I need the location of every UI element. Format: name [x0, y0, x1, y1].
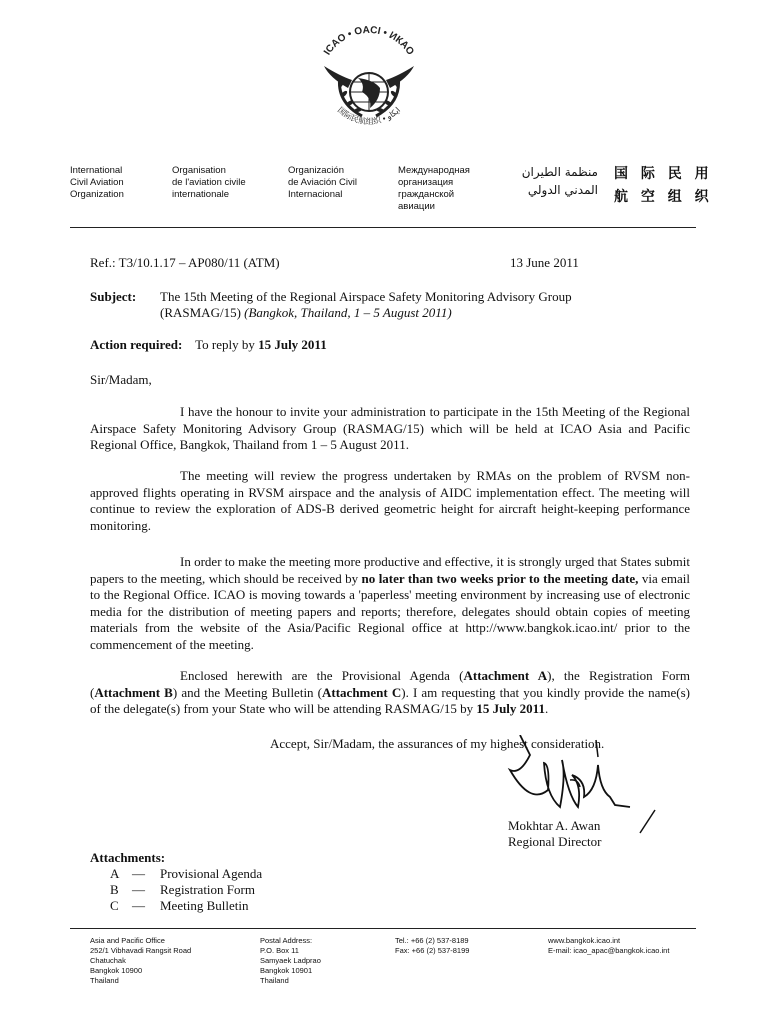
- action-label: Action required:: [90, 337, 183, 352]
- attachment-letter: B: [110, 882, 119, 897]
- footer-office-address: Asia and Pacific Office 252/1 Vibhavadi Rangsit Road Chatuchak Bangkok 10900 Thailand: [90, 936, 192, 985]
- action-text: To reply by: [195, 337, 255, 352]
- header-divider: [70, 227, 696, 228]
- attachment-name: Meeting Bulletin: [160, 898, 249, 913]
- subject-line-2: [160, 305, 690, 321]
- signer-title: Regional Director: [508, 834, 602, 849]
- attachment-name: Registration Form: [160, 882, 255, 897]
- subject-line-1: The 15th Meeting of the Regional Airspace Safety Monitoring Advisory Group: [160, 289, 572, 304]
- signer-name: Mokhtar A. Awan: [508, 818, 601, 833]
- org-name-arabic: منظمة الطيران المدني الدولي: [521, 165, 598, 197]
- paragraph-4: Enclosed herewith are the Provisional Agenda (Attachment A), the Registration Form (Attachment B) and the Meeting Bulletin (Attachment C). I am requesting that you kindly provide the name(s) of the delegate(s) from your State who will be attending RASMAG/15 by 15 July 2011.: [90, 668, 690, 716]
- action-date: 15 July 2011: [258, 337, 327, 352]
- attachment-item: [110, 898, 262, 914]
- attachment-letter: A: [110, 866, 120, 881]
- attachment-item: [110, 866, 262, 882]
- paragraph-2: [90, 468, 690, 534]
- org-name-french: Organisation de l'aviation civile internationale: [172, 165, 246, 200]
- subject-acronym: (RASMAG/15): [160, 305, 241, 320]
- attachment-a-ref: Attachment A: [463, 668, 548, 683]
- attachment-c-ref: Attachment C: [322, 684, 402, 700]
- paragraph-4-date: 15 July 2011: [476, 701, 545, 716]
- paragraph-3: [90, 554, 690, 653]
- footer-web-email: www.bangkok.icao.int E-mail: icao_apac@bangkok.icao.int: [548, 936, 670, 955]
- paragraph-3-deadline: no later than two weeks prior to the meeting date,: [361, 570, 639, 586]
- attachment-dash: —: [132, 866, 145, 881]
- attachment-dash: —: [132, 882, 145, 897]
- footer-postal-address: Postal Address: P.O. Box 11 Samyaek Ladprao Bangkok 10901 Thailand: [260, 936, 321, 985]
- attachments-label: Attachments:: [90, 850, 166, 865]
- paragraph-1-text: I have the honour to invite your administration to participate in the 15th Meeting of the Regional Airspace Safety Monitoring Advisory Group (RASMAG/15) which will be held at ICAO Asia and Pacific Regional Office, Bangkok, Thailand from 1 – 5 August 2011.: [90, 404, 690, 452]
- footer-divider: [70, 928, 696, 929]
- paragraph-4-text-c: ) and the Meeting Bulletin (: [172, 684, 323, 700]
- attachment-item: [110, 882, 262, 898]
- closing: Accept, Sir/Madam, the assurances of my highest consideration.: [270, 736, 605, 751]
- org-name-spanish: Organización de Aviación Civil Internacional: [288, 165, 358, 200]
- attachment-dash: —: [132, 898, 145, 913]
- attachment-name: Provisional Agenda: [160, 866, 263, 881]
- org-name-russian: Международная организация гражданской авиации: [398, 165, 470, 212]
- attachments-list: [110, 866, 262, 914]
- svg-text:ICAO • OACI • ИКАО: [322, 25, 416, 58]
- paragraph-1: [90, 404, 690, 454]
- paragraph-4-text-b: ), the Registration Form (: [90, 668, 690, 700]
- letter-date: 13 June 2011: [510, 255, 579, 270]
- reference-number: Ref.: T3/10.1.17 – AP080/11 (ATM): [90, 255, 280, 270]
- logo-text: ICAO • OACI • ИКАО: [322, 24, 416, 58]
- paragraph-2-text: The meeting will review the progress undertaken by RMAs on the problem of RVSM non-approved flights operating in RVSM airspace and the analysis of AIDC implementation effect. The meeting will continue to review the exploration of ADS-B derived geometric height for aircraft height-keeping performance monitoring.: [90, 468, 690, 533]
- paragraph-3-text-a: In order to make the meeting more productive and effective, it is strongly urged that States submit papers to the meeting, which should be received by: [90, 554, 690, 586]
- paragraph-4-text-a: Enclosed herewith are the Provisional Agenda (: [180, 668, 464, 683]
- salutation: Sir/Madam,: [90, 372, 152, 387]
- org-name-chinese: 国 际 民 用 航 空 组 织: [614, 166, 713, 205]
- attachment-b-ref: Attachment B: [94, 684, 173, 700]
- action-required: [90, 337, 327, 353]
- subject-label: Subject:: [90, 289, 137, 304]
- footer-phone-fax: Tel.: +66 (2) 537-8189 Fax: +66 (2) 537-8199: [395, 936, 470, 955]
- icao-logo: [300, 18, 438, 138]
- subject-block: [160, 289, 690, 321]
- subject-location-dates: (Bangkok, Thailand, 1 – 5 August 2011): [244, 305, 452, 320]
- paragraph-3-text-b: via email to the Regional Office. ICAO is moving towards a 'paperless' meeting environment by increasing use of electronic media for the distribution of meeting papers and reports; therefore, delegates should obtain copies of meeting materials from the website of the Asia/Pacific Regional office at http://www.bangkok.icao.int/ prior to the commencement of the meeting.: [90, 570, 691, 652]
- paragraph-4-text-d: ). I am requesting that you kindly provide the name(s) of the delegate(s) from your State who will be attending RASMAG/15 by: [90, 684, 690, 716]
- attachment-letter: C: [110, 898, 119, 913]
- logo-bottom-text: 国际民航组织 • ایکاو: [335, 105, 403, 127]
- org-name-english: International Civil Aviation Organization: [70, 165, 124, 200]
